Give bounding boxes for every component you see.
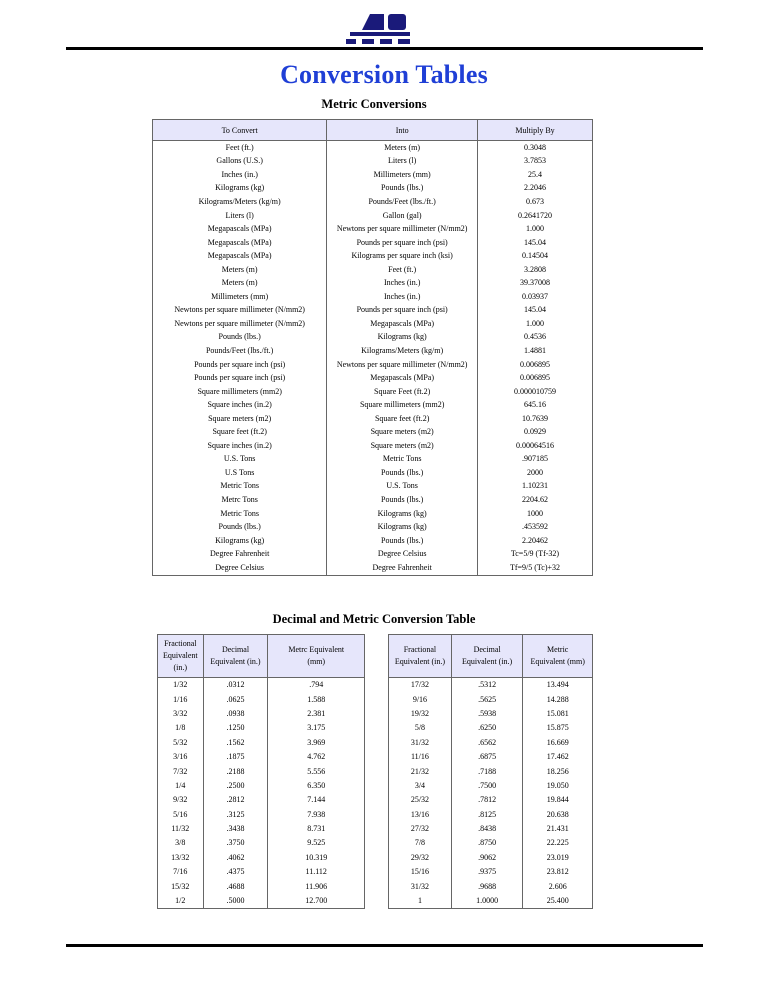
table-cell: 5.556: [268, 764, 365, 778]
table-cell: Metric Tons: [153, 480, 327, 494]
table-cell: 11/16: [389, 750, 452, 764]
table-cell: 1.0000: [451, 894, 523, 909]
table-cell: 2000: [478, 466, 593, 480]
table-row: [153, 507, 593, 521]
table-cell: 0.3048: [478, 141, 593, 155]
table-row: [153, 385, 593, 399]
table-cell: 9/32: [158, 793, 204, 807]
table-cell: 0.0929: [478, 425, 593, 439]
table-cell: 13/32: [158, 851, 204, 865]
header-line: Equivalent (in.): [210, 657, 261, 666]
table-cell: Newtons per square millimeter (N/mm2): [153, 317, 327, 331]
table-cell: Square meters (m2): [327, 439, 478, 453]
table-cell: .1250: [203, 721, 268, 735]
col-header-metric: [523, 635, 593, 678]
table-cell: 10.7639: [478, 412, 593, 426]
table-row: [158, 678, 365, 693]
table-row: [389, 678, 593, 693]
table-cell: 1.10231: [478, 480, 593, 494]
header-line: Fractional: [403, 645, 437, 654]
table-row: [389, 721, 593, 735]
table-row: [153, 493, 593, 507]
table-cell: 19.844: [523, 793, 593, 807]
table-cell: Megapascals (MPa): [153, 236, 327, 250]
table-row: [158, 822, 365, 836]
table-cell: Meters (m): [153, 263, 327, 277]
header-line: Equivalent (in.): [394, 657, 446, 666]
decimal-table-right: [388, 634, 593, 909]
table-cell: 20.638: [523, 808, 593, 822]
table-cell: Pounds/Feet (lbs./ft.): [153, 344, 327, 358]
table-cell: Pounds per square inch (psi): [327, 304, 478, 318]
table-cell: Megapascals (MPa): [153, 222, 327, 236]
table-cell: 13.494: [523, 678, 593, 693]
table-cell: 2.2046: [478, 182, 593, 196]
metric-conversions-heading: Metric Conversions: [321, 97, 427, 111]
table-row: [153, 344, 593, 358]
table-row: [153, 263, 593, 277]
table-row: [389, 779, 593, 793]
decimal-table-left: [157, 634, 365, 909]
table-row: [153, 276, 593, 290]
table-cell: .4688: [203, 879, 268, 893]
table-cell: Inches (in.): [327, 276, 478, 290]
table-row: [153, 182, 593, 196]
table-cell: Pounds (lbs.): [327, 534, 478, 548]
table-cell: Square millimeters (mm2): [153, 385, 327, 399]
table-cell: 31/32: [389, 879, 452, 893]
table-cell: Millimeters (mm): [327, 168, 478, 182]
table-row: [153, 141, 593, 155]
table-cell: 3/16: [158, 750, 204, 764]
table-cell: 25/32: [389, 793, 452, 807]
table-cell: 7/16: [158, 865, 204, 879]
table-cell: Pounds (lbs.): [327, 182, 478, 196]
table-cell: 15/16: [389, 865, 452, 879]
table-cell: 0.006895: [478, 358, 593, 372]
table-cell: Pounds per square inch (psi): [153, 371, 327, 385]
table-cell: .453592: [478, 520, 593, 534]
table-cell: 3/8: [158, 836, 204, 850]
table-cell: Square Feet (ft.2): [327, 385, 478, 399]
table-cell: Meters (m): [327, 141, 478, 155]
table-cell: 29/32: [389, 851, 452, 865]
table-cell: Kilograms/Meters (kg/m): [153, 195, 327, 209]
table-row: [158, 736, 365, 750]
table-cell: Square meters (m2): [327, 425, 478, 439]
header-line: (mm): [307, 657, 326, 666]
table-cell: 19/32: [389, 707, 452, 721]
table-row: [389, 894, 593, 909]
table-cell: 1/16: [158, 692, 204, 706]
table-cell: .6875: [451, 750, 523, 764]
table-cell: Liters (l): [153, 209, 327, 223]
col-header-decimal: [451, 635, 523, 678]
header-line: Metrc Equivalent: [288, 645, 345, 654]
table-row: [153, 547, 593, 561]
table-cell: Feet (ft.): [327, 263, 478, 277]
table-cell: .794: [268, 678, 365, 693]
table-cell: .4375: [203, 865, 268, 879]
col-header-metric: [268, 635, 365, 678]
table-cell: 0.000010759: [478, 385, 593, 399]
table-cell: 7/32: [158, 764, 204, 778]
table-cell: Metric Tons: [327, 453, 478, 467]
header-line: Decimal: [473, 645, 501, 654]
table-row: [153, 412, 593, 426]
table-row: [153, 398, 593, 412]
table-row: [389, 736, 593, 750]
col-header-fractional: [389, 635, 452, 678]
table-row: [153, 466, 593, 480]
table-cell: 21.431: [523, 822, 593, 836]
table-cell: 25.4: [478, 168, 593, 182]
table-cell: 22.225: [523, 836, 593, 850]
table-cell: .3438: [203, 822, 268, 836]
table-row: [158, 793, 365, 807]
table-cell: .5312: [451, 678, 523, 693]
table-cell: .1875: [203, 750, 268, 764]
table-cell: .5000: [203, 894, 268, 909]
table-cell: .9062: [451, 851, 523, 865]
table-cell: .6562: [451, 736, 523, 750]
table-cell: Degree Fahrenheit: [327, 561, 478, 575]
top-rule: [66, 47, 703, 50]
header-line: Equivalent: [162, 651, 198, 660]
table-cell: .3125: [203, 808, 268, 822]
table-cell: 21/32: [389, 764, 452, 778]
table-cell: Gallons (U.S.): [153, 155, 327, 169]
table-cell: .6250: [451, 721, 523, 735]
table-cell: U.S Tons: [153, 466, 327, 480]
table-cell: .1562: [203, 736, 268, 750]
table-cell: Kilograms (kg): [327, 507, 478, 521]
col-header-to-convert: To Convert: [153, 120, 327, 141]
table-cell: 15.875: [523, 721, 593, 735]
table-cell: 3.2808: [478, 263, 593, 277]
table-cell: 16.669: [523, 736, 593, 750]
header-line: (in.): [173, 663, 188, 672]
table-row: [153, 236, 593, 250]
table-cell: 0.673: [478, 195, 593, 209]
table-cell: Pounds per square inch (psi): [327, 236, 478, 250]
table-row: [389, 865, 593, 879]
table-cell: 11.112: [268, 865, 365, 879]
col-header-multiply-by: Multiply By: [478, 120, 593, 141]
table-cell: Pounds (lbs.): [153, 331, 327, 345]
table-cell: 4.762: [268, 750, 365, 764]
table-cell: 25.400: [523, 894, 593, 909]
table-cell: 2.606: [523, 879, 593, 893]
table-cell: 0.006895: [478, 371, 593, 385]
table-row: [389, 822, 593, 836]
table-row: [153, 290, 593, 304]
table-row: [153, 358, 593, 372]
table-cell: .7188: [451, 764, 523, 778]
table-cell: .4062: [203, 851, 268, 865]
table-row: [153, 168, 593, 182]
table-cell: 23.019: [523, 851, 593, 865]
table-row: [389, 692, 593, 706]
table-cell: 3.7853: [478, 155, 593, 169]
table-cell: 17.462: [523, 750, 593, 764]
table-cell: 0.00064516: [478, 439, 593, 453]
table-row: [153, 453, 593, 467]
table-cell: 3.969: [268, 736, 365, 750]
table-row: [153, 209, 593, 223]
table-row: [158, 836, 365, 850]
table-cell: Pounds (lbs.): [327, 466, 478, 480]
table-row: [158, 779, 365, 793]
table-cell: 8.731: [268, 822, 365, 836]
table-cell: 0.2641720: [478, 209, 593, 223]
table-cell: 3.175: [268, 721, 365, 735]
table-cell: Degree Celsius: [327, 547, 478, 561]
table-cell: 19.050: [523, 779, 593, 793]
table-cell: 39.37008: [478, 276, 593, 290]
table-cell: Feet (ft.): [153, 141, 327, 155]
col-header-fractional: [158, 635, 204, 678]
table-cell: 15.081: [523, 707, 593, 721]
decimal-left-header-row: [158, 635, 365, 678]
table-cell: 11/32: [158, 822, 204, 836]
decimal-conversion-heading: Decimal and Metric Conversion Table: [272, 612, 476, 626]
table-cell: Newtons per square millimeter (N/mm2): [327, 358, 478, 372]
table-cell: 1000: [478, 507, 593, 521]
table-cell: 9/16: [389, 692, 452, 706]
table-cell: 13/16: [389, 808, 452, 822]
col-header-into: Into: [327, 120, 478, 141]
header-line: Fractional: [164, 639, 197, 648]
table-cell: Inches (in.): [327, 290, 478, 304]
table-row: [158, 721, 365, 735]
table-cell: .2500: [203, 779, 268, 793]
table-row: [153, 222, 593, 236]
table-cell: 1/4: [158, 779, 204, 793]
table-cell: Megapascals (MPa): [327, 371, 478, 385]
table-cell: 5/16: [158, 808, 204, 822]
header-line: Equivalent (in.): [462, 657, 513, 666]
table-row: [153, 304, 593, 318]
table-cell: 5/8: [389, 721, 452, 735]
table-cell: Pounds/Feet (lbs./ft.): [327, 195, 478, 209]
table-cell: 14.288: [523, 692, 593, 706]
table-cell: Pounds (lbs.): [327, 493, 478, 507]
table-cell: 18.256: [523, 764, 593, 778]
table-cell: .2812: [203, 793, 268, 807]
table-cell: 12.700: [268, 894, 365, 909]
table-cell: Square inches (in.2): [153, 398, 327, 412]
header-line: Decimal: [221, 645, 250, 654]
decimal-right-header-row: [389, 635, 593, 678]
table-cell: .7812: [451, 793, 523, 807]
table-cell: 23.812: [523, 865, 593, 879]
table-cell: .5938: [451, 707, 523, 721]
table-row: [153, 439, 593, 453]
table-row: [153, 331, 593, 345]
table-cell: 145.04: [478, 304, 593, 318]
table-cell: Pounds (lbs.): [153, 520, 327, 534]
table-cell: Newtons per square millimeter (N/mm2): [327, 222, 478, 236]
table-cell: Kilograms (kg): [153, 534, 327, 548]
table-cell: 10.319: [268, 851, 365, 865]
table-cell: Kilograms (kg): [327, 520, 478, 534]
table-cell: Metric Tons: [153, 507, 327, 521]
table-cell: 3/32: [158, 707, 204, 721]
table-cell: Liters (l): [327, 155, 478, 169]
table-row: [153, 534, 593, 548]
header-line: Equivalent (mm): [530, 657, 585, 666]
table-row: [389, 879, 593, 893]
table-cell: 5/32: [158, 736, 204, 750]
table-row: [158, 879, 365, 893]
table-row: [153, 520, 593, 534]
table-cell: .7500: [451, 779, 523, 793]
table-cell: .0938: [203, 707, 268, 721]
table-row: [158, 894, 365, 909]
table-cell: Pounds per square inch (psi): [153, 358, 327, 372]
table-cell: 145.04: [478, 236, 593, 250]
table-row: [153, 480, 593, 494]
table-cell: .9375: [451, 865, 523, 879]
table-cell: 3/4: [389, 779, 452, 793]
table-row: [158, 750, 365, 764]
table-cell: Degree Fahrenheit: [153, 547, 327, 561]
table-cell: Square millimeters (mm2): [327, 398, 478, 412]
table-cell: Square meters (m2): [153, 412, 327, 426]
table-cell: Meters (m): [153, 276, 327, 290]
table-cell: .8438: [451, 822, 523, 836]
table-cell: .0312: [203, 678, 268, 693]
table-cell: Kilograms (kg): [327, 331, 478, 345]
table-cell: 2.20462: [478, 534, 593, 548]
table-cell: 9.525: [268, 836, 365, 850]
ald-logo-icon: [344, 14, 416, 48]
table-row: [389, 808, 593, 822]
table-cell: U.S. Tons: [327, 480, 478, 494]
metric-header-row: [153, 120, 593, 141]
table-cell: Inches (in.): [153, 168, 327, 182]
table-cell: 1/32: [158, 678, 204, 693]
table-cell: 1/8: [158, 721, 204, 735]
table-cell: .907185: [478, 453, 593, 467]
table-row: [153, 195, 593, 209]
table-cell: Megapascals (MPa): [153, 249, 327, 263]
table-cell: Kilograms/Meters (kg/m): [327, 344, 478, 358]
table-cell: Millimeters (mm): [153, 290, 327, 304]
table-cell: Kilograms per square inch (ksi): [327, 249, 478, 263]
table-cell: Square inches (in.2): [153, 439, 327, 453]
table-cell: .8125: [451, 808, 523, 822]
table-cell: 2204.62: [478, 493, 593, 507]
table-cell: Square feet (ft.2): [153, 425, 327, 439]
table-cell: Degree Celsius: [153, 561, 327, 575]
table-cell: Gallon (gal): [327, 209, 478, 223]
table-cell: 7/8: [389, 836, 452, 850]
metric-conversions-table: [152, 119, 593, 576]
table-cell: 2.381: [268, 707, 365, 721]
table-cell: 1.4881: [478, 344, 593, 358]
table-row: [158, 764, 365, 778]
table-cell: 7.938: [268, 808, 365, 822]
table-row: [389, 836, 593, 850]
col-header-decimal: [203, 635, 268, 678]
table-cell: .3750: [203, 836, 268, 850]
table-row: [389, 793, 593, 807]
table-cell: 1: [389, 894, 452, 909]
table-row: [153, 371, 593, 385]
table-cell: Tc=5/9 (Tf-32): [478, 547, 593, 561]
table-cell: .9688: [451, 879, 523, 893]
table-row: [158, 865, 365, 879]
table-row: [153, 425, 593, 439]
table-row: [389, 750, 593, 764]
table-row: [153, 561, 593, 575]
table-cell: U.S. Tons: [153, 453, 327, 467]
table-cell: 1/2: [158, 894, 204, 909]
page-title: Conversion Tables: [280, 60, 488, 89]
table-row: [389, 764, 593, 778]
table-cell: .5625: [451, 692, 523, 706]
table-cell: .0625: [203, 692, 268, 706]
table-cell: 0.03937: [478, 290, 593, 304]
table-row: [389, 851, 593, 865]
header-line: Metric: [547, 645, 569, 654]
table-cell: 645.16: [478, 398, 593, 412]
table-cell: 0.14504: [478, 249, 593, 263]
table-row: [389, 707, 593, 721]
table-cell: 0.4536: [478, 331, 593, 345]
table-cell: Square feet (ft.2): [327, 412, 478, 426]
table-cell: 27/32: [389, 822, 452, 836]
table-cell: 17/32: [389, 678, 452, 693]
table-row: [153, 317, 593, 331]
table-cell: 6.350: [268, 779, 365, 793]
table-row: [158, 851, 365, 865]
table-cell: .8750: [451, 836, 523, 850]
table-cell: Metrc Tons: [153, 493, 327, 507]
table-cell: Kilograms (kg): [153, 182, 327, 196]
table-cell: .2188: [203, 764, 268, 778]
table-row: [158, 808, 365, 822]
table-cell: 7.144: [268, 793, 365, 807]
table-row: [158, 707, 365, 721]
table-cell: Megapascals (MPa): [327, 317, 478, 331]
table-row: [158, 692, 365, 706]
table-row: [153, 155, 593, 169]
table-row: [153, 249, 593, 263]
table-cell: 11.906: [268, 879, 365, 893]
table-cell: 1.588: [268, 692, 365, 706]
table-cell: Newtons per square millimeter (N/mm2): [153, 304, 327, 318]
table-cell: 15/32: [158, 879, 204, 893]
table-cell: 31/32: [389, 736, 452, 750]
table-cell: 1.000: [478, 317, 593, 331]
bottom-rule: [66, 944, 703, 947]
table-cell: 1.000: [478, 222, 593, 236]
table-cell: Tf=9/5 (Tc)+32: [478, 561, 593, 575]
